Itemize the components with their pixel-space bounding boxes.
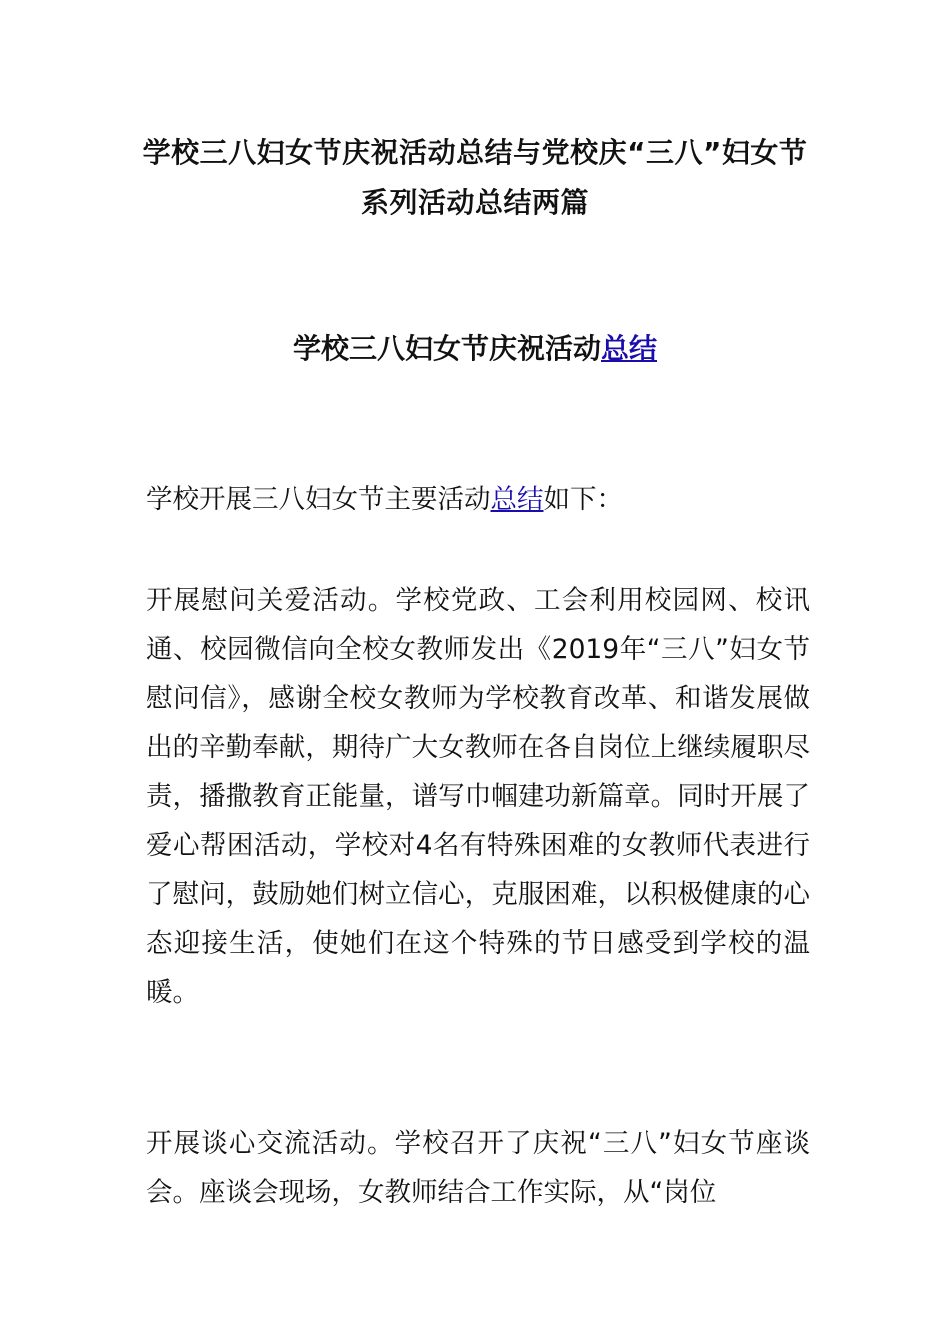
section-heading-text: 学校三八妇女节庆祝活动 [292,332,601,365]
section-heading-link[interactable]: 总结 [601,332,658,365]
intro-link[interactable]: 总结 [490,484,544,515]
document-title: 学校三八妇女节庆祝活动总结与党校庆“三八”妇女节系列活动总结两篇 [142,136,808,219]
body-paragraph-1: 开展慰问关爱活动。学校党政、工会利用校园网、校讯通、校园微信向全校女教师发出《2019年“三八”妇女节慰问信》，感谢全校女教师为学校教育改革、和谐发展做出的辛勤奉献，期待广大女教师在各自岗位上继续履职尽责，播撒教育正能量，谱写巾帼建功新篇章。同时开展了爱心帮困活动，学校对4名有特殊困难的女教师代表进行了慰问，鼓励她们树立信心，克服困难，以积极健康的心态迎接生活，使她们在这个特殊的节日感受到学校的温暖。 [146,585,810,1008]
section-heading [130,327,820,371]
intro-paragraph [146,475,810,524]
intro-text-before: 学校开展三八妇女节主要活动 [146,484,491,515]
body-paragraph-2: 开展谈心交流活动。学校召开了庆祝“三八”妇女节座谈会。座谈会现场，女教师结合工作实际，从“岗位 [146,1128,810,1208]
intro-text-after: 如下： [543,484,623,515]
